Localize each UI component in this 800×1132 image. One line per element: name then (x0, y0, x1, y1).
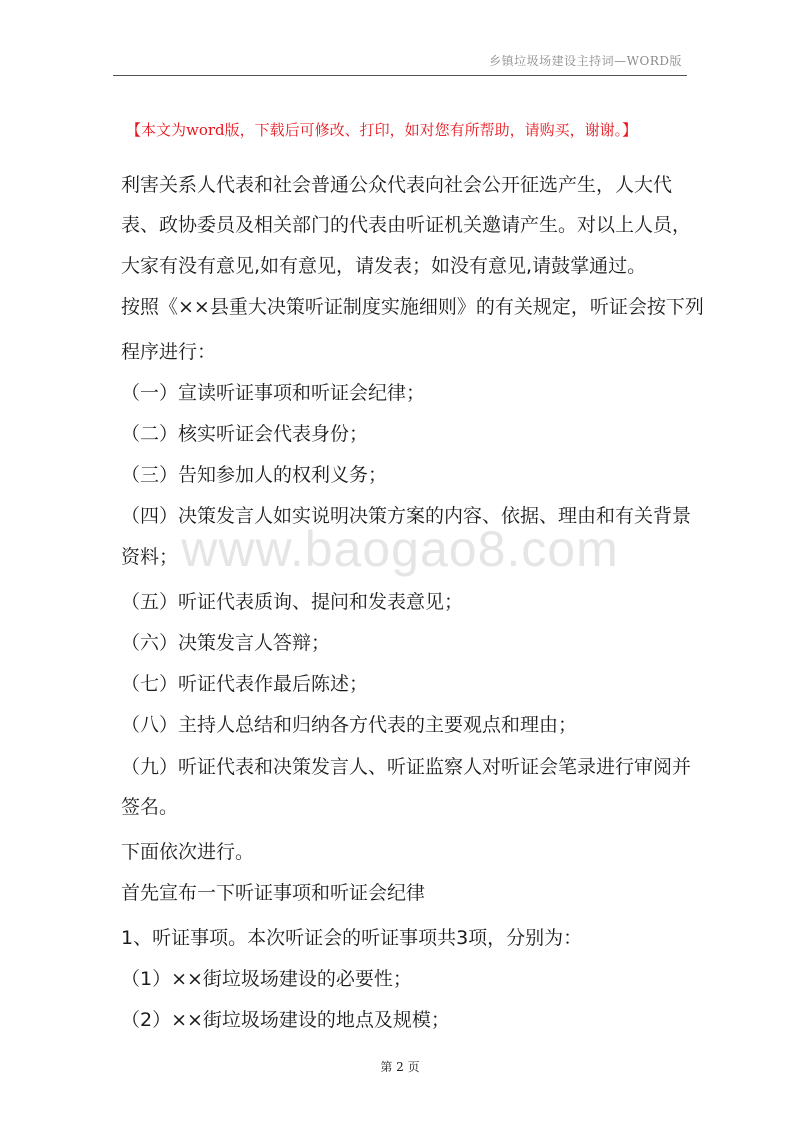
body-line: （二）核实听证会代表身份； (121, 423, 369, 445)
body-line: 利害关系人代表和社会普通公众代表向社会公开征选产生，人大代 (121, 174, 673, 196)
watermark: www.baogao8.com (181, 521, 619, 577)
body-line: （一）宣读听证事项和听证会纪律； (121, 382, 426, 404)
body-line: 首先宣布一下听证事项和听证会纪律 (121, 882, 426, 904)
body-line: （四）决策发言人如实说明决策方案的内容、依据、理由和有关背景 (121, 505, 692, 527)
body-line: （三）告知参加人的权利义务； (121, 464, 388, 486)
body-line: 签名。 (121, 796, 179, 818)
download-notice: 【本文为word版，下载后可修改、打印，如对您有所帮助，请购买，谢谢。】 (126, 121, 638, 139)
body-line: （1）××街垃圾场建设的必要性； (121, 968, 412, 990)
body-line: 程序进行： (121, 341, 217, 363)
header-divider (113, 75, 687, 76)
body-line: （六）决策发言人答辩； (121, 632, 331, 654)
body-line: 资料； (121, 546, 179, 568)
body-line: 大家有没有意见,如有意见，请发表；如没有意见,请鼓掌通过。 (121, 255, 647, 277)
body-line: （八）主持人总结和归纳各方代表的主要观点和理由； (121, 714, 578, 736)
body-line: （五）听证代表质询、提问和发表意见； (121, 591, 464, 613)
body-line: （九）听证代表和决策发言人、听证监察人对听证会笔录进行审阅并 (121, 756, 692, 778)
body-line: （2）××街垃圾场建设的地点及规模； (121, 1009, 450, 1031)
page-number: 第 2 页 (380, 1060, 420, 1074)
header-title: 乡镇垃圾场建设主持词—WORD版 (489, 54, 682, 68)
body-line: 下面依次进行。 (121, 841, 255, 863)
body-line: 表、政协委员及相关部门的代表由听证机关邀请产生。对以上人员， (121, 214, 692, 236)
body-line: 按照《××县重大决策听证制度实施细则》的有关规定，听证会按下列 (121, 296, 704, 318)
body-line: （七）听证代表作最后陈述； (121, 673, 369, 695)
body-line: 1、听证事项。本次听证会的听证事项共3项，分别为： (121, 927, 583, 949)
